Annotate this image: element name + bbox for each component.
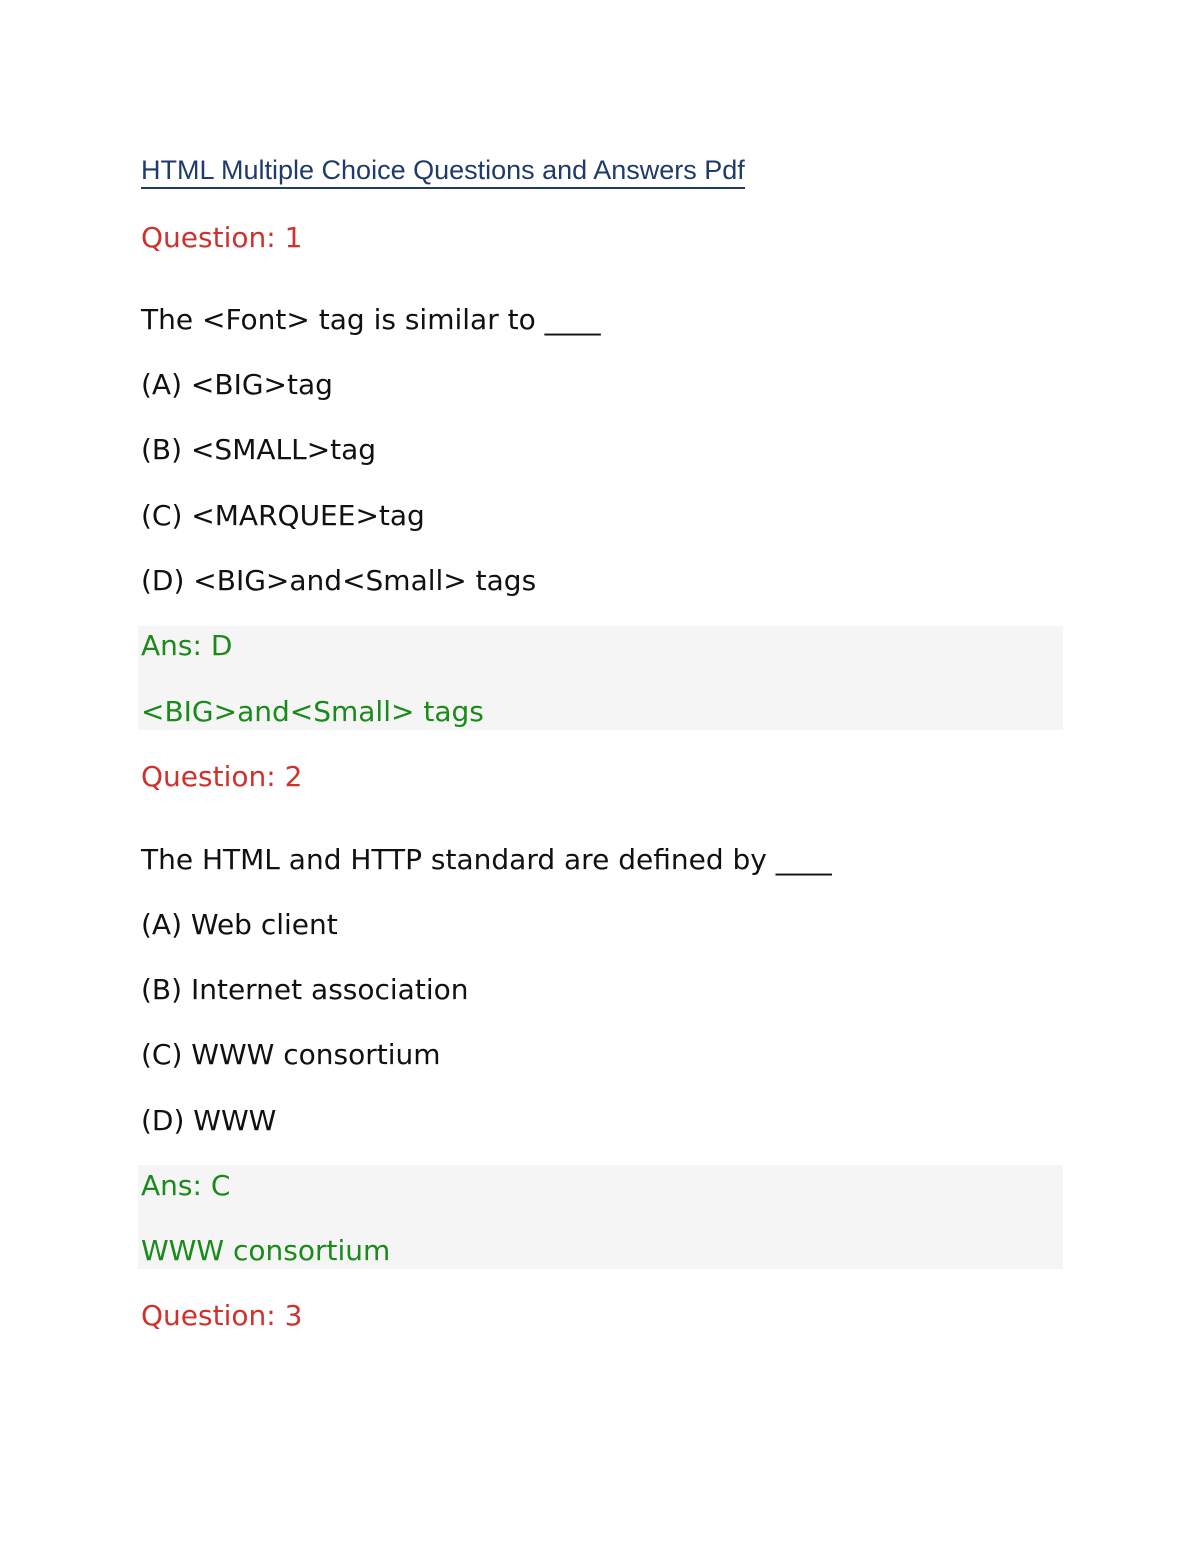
question-1-label: Question: 1	[141, 221, 303, 254]
question-2-text: The HTML and HTTP standard are defined by ____	[141, 843, 832, 876]
question-1-option-a: (A) <BIG>tag	[141, 368, 333, 401]
question-2-option-c: (C) WWW consortium	[141, 1038, 441, 1071]
question-2-label: Question: 2	[141, 760, 303, 793]
answer-2-label: Ans: C	[141, 1169, 231, 1202]
answer-2-text: WWW consortium	[141, 1234, 391, 1267]
question-2-option-d: (D) WWW	[141, 1104, 277, 1137]
question-3-label: Question: 3	[141, 1299, 303, 1332]
page-title: HTML Multiple Choice Questions and Answers Pdf	[141, 153, 745, 189]
question-1-option-b: (B) <SMALL>tag	[141, 433, 377, 466]
question-2-option-b: (B) Internet association	[141, 973, 469, 1006]
answer-1-label: Ans: D	[141, 629, 233, 662]
question-1-text: The <Font> tag is similar to ____	[141, 303, 601, 336]
question-1-option-c: (C) <MARQUEE>tag	[141, 499, 425, 532]
question-1-option-d: (D) <BIG>and<Small> tags	[141, 564, 537, 597]
answer-1-text: <BIG>and<Small> tags	[141, 695, 484, 728]
question-2-option-a: (A) Web client	[141, 908, 338, 941]
